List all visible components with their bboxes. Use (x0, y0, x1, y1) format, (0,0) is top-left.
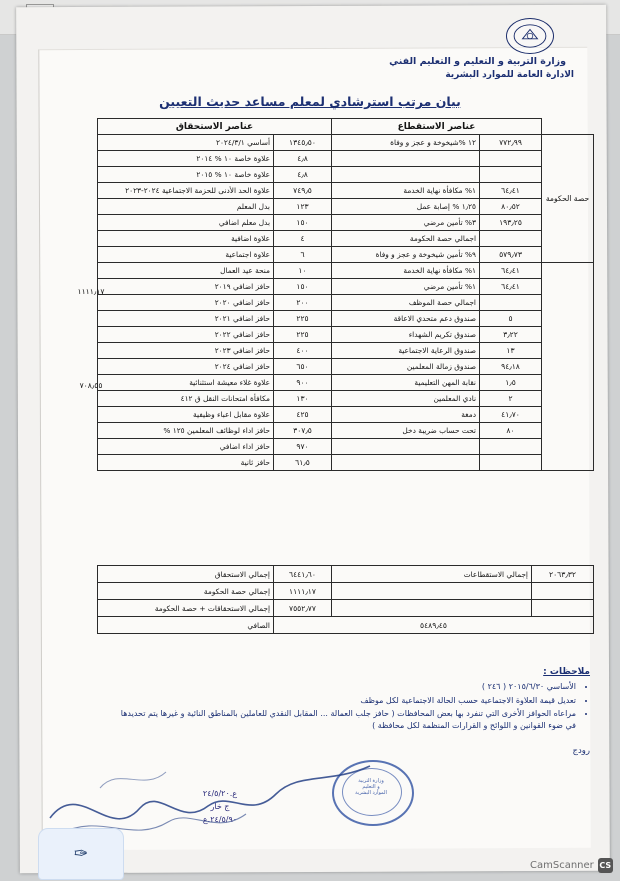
deduction-label: ٩% تأمين شيخوخة و عجز و وفاة (332, 247, 480, 263)
salary-table (97, 118, 594, 471)
deduction-label: ١% مكافأة نهاية الخدمة (332, 263, 480, 279)
deduction-amount: ١٫٥ (480, 375, 542, 391)
deduction-amount (480, 295, 542, 311)
signature-line-2: ج خار (210, 801, 230, 811)
totals-entitlement-label: إجمالي الاستحقاقات + حصة الحكومة (98, 600, 274, 617)
signature-line-1: ع.٢٤/٥/٢٠ (202, 789, 238, 798)
signature-text (150, 788, 290, 826)
entitlement-amount: ٤٢٥ (274, 407, 332, 423)
entitlement-amount: ٦ (274, 247, 332, 263)
entitlement-label: علاوة اضافية (98, 231, 274, 247)
ministry-logo-icon (506, 18, 554, 54)
notes-title: ملاحظات : (543, 667, 590, 677)
official-stamp (310, 742, 440, 842)
deduction-label: ١% مكافأة نهاية الخدمة (332, 183, 480, 199)
deduction-amount (480, 151, 542, 167)
note-item: • تعديل قيمة العلاوة الاجتماعية حسب الحالة الاجتماعية لكل موظف (110, 695, 576, 707)
entitlement-label: حافز ثانية (98, 455, 274, 471)
totals-entitlement-amount: ١١١١٫١٧ (274, 583, 332, 600)
deduction-amount: ٢ (480, 391, 542, 407)
entitlement-amount: ١٠ (274, 263, 332, 279)
totals-deduction-label (332, 583, 532, 600)
table-row (98, 359, 594, 375)
deduction-amount: ٨٠٫٥٢ (480, 199, 542, 215)
entitlement-label: علاوة غلاء معيشة استثنائية (98, 375, 274, 391)
table-row (98, 407, 594, 423)
deduction-amount: ٥ (480, 311, 542, 327)
entitlement-amount: ٩٠٠ (274, 375, 332, 391)
camscanner-icon: CS (598, 858, 613, 873)
deduction-amount: ٨٠ (480, 423, 542, 439)
entitlement-amount: ٤٠٠ (274, 343, 332, 359)
table-row (98, 151, 594, 167)
deduction-amount: ٦٤٫٤١ (480, 279, 542, 295)
totals-row (98, 583, 594, 600)
entitlement-amount: ١٥٠ (274, 279, 332, 295)
deduction-amount: ٤١٫٧٠ (480, 407, 542, 423)
totals-entitlement-amount: ٦٤٤١٫٦٠ (274, 566, 332, 583)
entitlement-amount: ١٣٠ (274, 391, 332, 407)
camscanner-watermark (530, 858, 613, 873)
entitlement-amount: ٤ (274, 231, 332, 247)
entitlement-label: بدل معلم اضافي (98, 215, 274, 231)
table-row (98, 279, 594, 295)
table-row (98, 327, 594, 343)
deduction-amount: ١٩٣٫٢٥ (480, 215, 542, 231)
entitlement-amount: ٦٥٠ (274, 359, 332, 375)
notes-footer: رودج (572, 746, 590, 756)
deduction-label (332, 439, 480, 455)
spacer-cell (542, 119, 594, 135)
deduction-amount (480, 439, 542, 455)
entitlement-amount: ٢٢٥ (274, 311, 332, 327)
deduction-amount: ٦٤٫٤١ (480, 263, 542, 279)
deduction-label: ١٢ %شيخوخة و عجز و وفاة (332, 135, 480, 151)
deduction-label: صندوق دعم متحدي الاعاقة (332, 311, 480, 327)
entitlement-label: حافز اضافي ٢٠٢٢ (98, 327, 274, 343)
table-header-row (98, 119, 594, 135)
entitlement-amount: ١٥٠ (274, 215, 332, 231)
deduction-label (332, 151, 480, 167)
entitlement-amount: ٣٠٧٫٥ (274, 423, 332, 439)
totals-deduction-amount: ٢٠٦٣٫٣٢ (532, 566, 594, 583)
table-row (98, 439, 594, 455)
side-emp-value: ٧٠٨٫٥٥ (79, 381, 103, 390)
deduction-amount: ٣٫٢٢ (480, 327, 542, 343)
side-gov-value: ١١١١٫١٧ (77, 287, 105, 296)
deduction-label: اجمالي حصة الموظف (332, 295, 480, 311)
stamp-text: وزارة التربية و التعليم الموارد البشرية (355, 778, 387, 796)
ministry-line-2: الادارة العامة للموارد البشرية (445, 70, 574, 80)
notes-list (110, 681, 590, 731)
entitlement-label: منحة عيد العمال (98, 263, 274, 279)
deduction-label: صندوق زمالة المعلمين (332, 359, 480, 375)
entitlement-label: بدل المعلم (98, 199, 274, 215)
net-row (98, 617, 594, 634)
deduction-label: دمغة (332, 407, 480, 423)
table-row (98, 423, 594, 439)
deduction-amount: ١٣ (480, 343, 542, 359)
entitlement-amount: ٢٢٥ (274, 327, 332, 343)
totals-deduction-amount (532, 600, 594, 617)
deduction-label: صندوق الرعاية الاجتماعية (332, 343, 480, 359)
totals-row (98, 600, 594, 617)
entitlement-label: حافز اداء لوظائف المعلمين ١٢٥ % (98, 423, 274, 439)
notes-block (110, 666, 590, 733)
deduction-label: نقابة المهن التعليمية (332, 375, 480, 391)
entitlement-label: أساسي ٢٠٢٤/٣/١ (98, 135, 274, 151)
table-row (98, 231, 594, 247)
table-row (98, 215, 594, 231)
net-value: ٥٤٨٩٫٤٥ (274, 617, 594, 634)
entitlement-label: حافز اضافي ٢٠٢٣ (98, 343, 274, 359)
deduction-amount: ٩٤٫١٨ (480, 359, 542, 375)
side-gov-label: حصة الحكومة (542, 135, 594, 263)
entitlement-amount: ٦١٫٥ (274, 455, 332, 471)
ministry-line-1: وزارة التربية و التعليم و التعليم الفني (389, 56, 566, 67)
deduction-label (332, 167, 480, 183)
table-row (98, 455, 594, 471)
note-item: • مراعاه الحوافز الأخرى التي تنفرد بها بعض المحافظات ( حافز جلب العمالة ... المقابل النقدي للعاملين بالمناطق النائية و غيرها يتم تحديدها في ضوء القوانين و اللوائح و القرارات المنظمة لكل محافظة ) (110, 708, 576, 731)
entitlement-label: علاوة مقابل اعباء وظيفية (98, 407, 274, 423)
table-row (98, 295, 594, 311)
entitlement-label: علاوة اجتماعية (98, 247, 274, 263)
note-item: • الأساسي ٢٠١٥/٦/٣٠ ( ٢٤٦ ) (110, 681, 576, 693)
table-row (98, 199, 594, 215)
totals-table (97, 565, 594, 634)
net-label: الصافي (98, 617, 274, 634)
entitlement-amount: ١٣٤٥٫٥٠ (274, 135, 332, 151)
table-row (98, 135, 594, 151)
totals-deduction-amount (532, 583, 594, 600)
side-emp-cell (542, 263, 594, 471)
entitlement-amount: ٧٤٩٫٥ (274, 183, 332, 199)
entitlement-label: علاوة الحد الأدنى للحزمة الاجتماعية ٢٠٢٤-٢٠٢٣ (98, 183, 274, 199)
signature-line-3: ٢٤/٥/٩٠.ع (202, 814, 238, 824)
deduction-label: اجمالي حصة الحكومة (332, 231, 480, 247)
table-row (98, 343, 594, 359)
entitlement-label: علاوة خاصة ١٠ % ٢٠١٥ (98, 167, 274, 183)
header-entitlements: عناصر الاستحقاق (98, 119, 332, 135)
deduction-label: نادي المعلمين (332, 391, 480, 407)
camscanner-label: CamScanner (530, 860, 594, 871)
table-row (98, 167, 594, 183)
entitlement-label: حافز اداء اضافي (98, 439, 274, 455)
pen-icon: ✑ (73, 844, 89, 864)
entitlement-amount: ٤٫٨ (274, 151, 332, 167)
page-title: بيان مرتب استرشادي لمعلم مساعد حديث التعيين (159, 94, 461, 109)
deduction-amount (480, 167, 542, 183)
entitlement-label: حافز اضافي ٢٠٢١ (98, 311, 274, 327)
deduction-label: ١% تأمين مرضي (332, 279, 480, 295)
entitlement-label: مكافأة امتحانات النقل ق ٤١٢ (98, 391, 274, 407)
annotate-pen-button[interactable] (38, 828, 124, 880)
deduction-amount: ٦٤٫٤١ (480, 183, 542, 199)
entitlement-amount: ٩٧٠ (274, 439, 332, 455)
table-row (98, 391, 594, 407)
table-row (98, 247, 594, 263)
totals-deduction-label: إجمالي الاستقطاعات (332, 566, 532, 583)
entitlement-label: حافز اضافي ٢٠٢٠ (98, 295, 274, 311)
deduction-label: صندوق تكريم الشهداء (332, 327, 480, 343)
deduction-amount (480, 231, 542, 247)
deduction-amount (480, 455, 542, 471)
totals-deduction-label (332, 600, 532, 617)
deduction-label: تحت حساب ضريبة دخل (332, 423, 480, 439)
entitlement-label: حافز اضافي ٢٠١٩ (98, 279, 274, 295)
deduction-amount: ٧٧٢٫٩٩ (480, 135, 542, 151)
entitlement-label: علاوة خاصة ١٠ % ٢٠١٤ (98, 151, 274, 167)
table-row (98, 263, 594, 279)
deduction-label (332, 455, 480, 471)
table-row (98, 311, 594, 327)
deduction-amount: ٥٧٩٫٧٣ (480, 247, 542, 263)
totals-entitlement-amount: ٧٥٥٢٫٧٧ (274, 600, 332, 617)
totals-entitlement-label: إجمالي الاستحقاق (98, 566, 274, 583)
totals-row (98, 566, 594, 583)
entitlement-label: حافز اضافي ٢٠٢٤ (98, 359, 274, 375)
entitlement-amount: ١٢٣ (274, 199, 332, 215)
entitlement-amount: ٢٠٠ (274, 295, 332, 311)
table-row (98, 183, 594, 199)
totals-entitlement-label: إجمالي حصة الحكومة (98, 583, 274, 600)
entitlement-amount: ٤٫٨ (274, 167, 332, 183)
table-row (98, 375, 594, 391)
deduction-label: ٣% تأمين مرضي (332, 215, 480, 231)
deduction-label: ١٫٢٥ % إصابة عمل (332, 199, 480, 215)
header-deductions: عناصر الاستقطاع (332, 119, 542, 135)
